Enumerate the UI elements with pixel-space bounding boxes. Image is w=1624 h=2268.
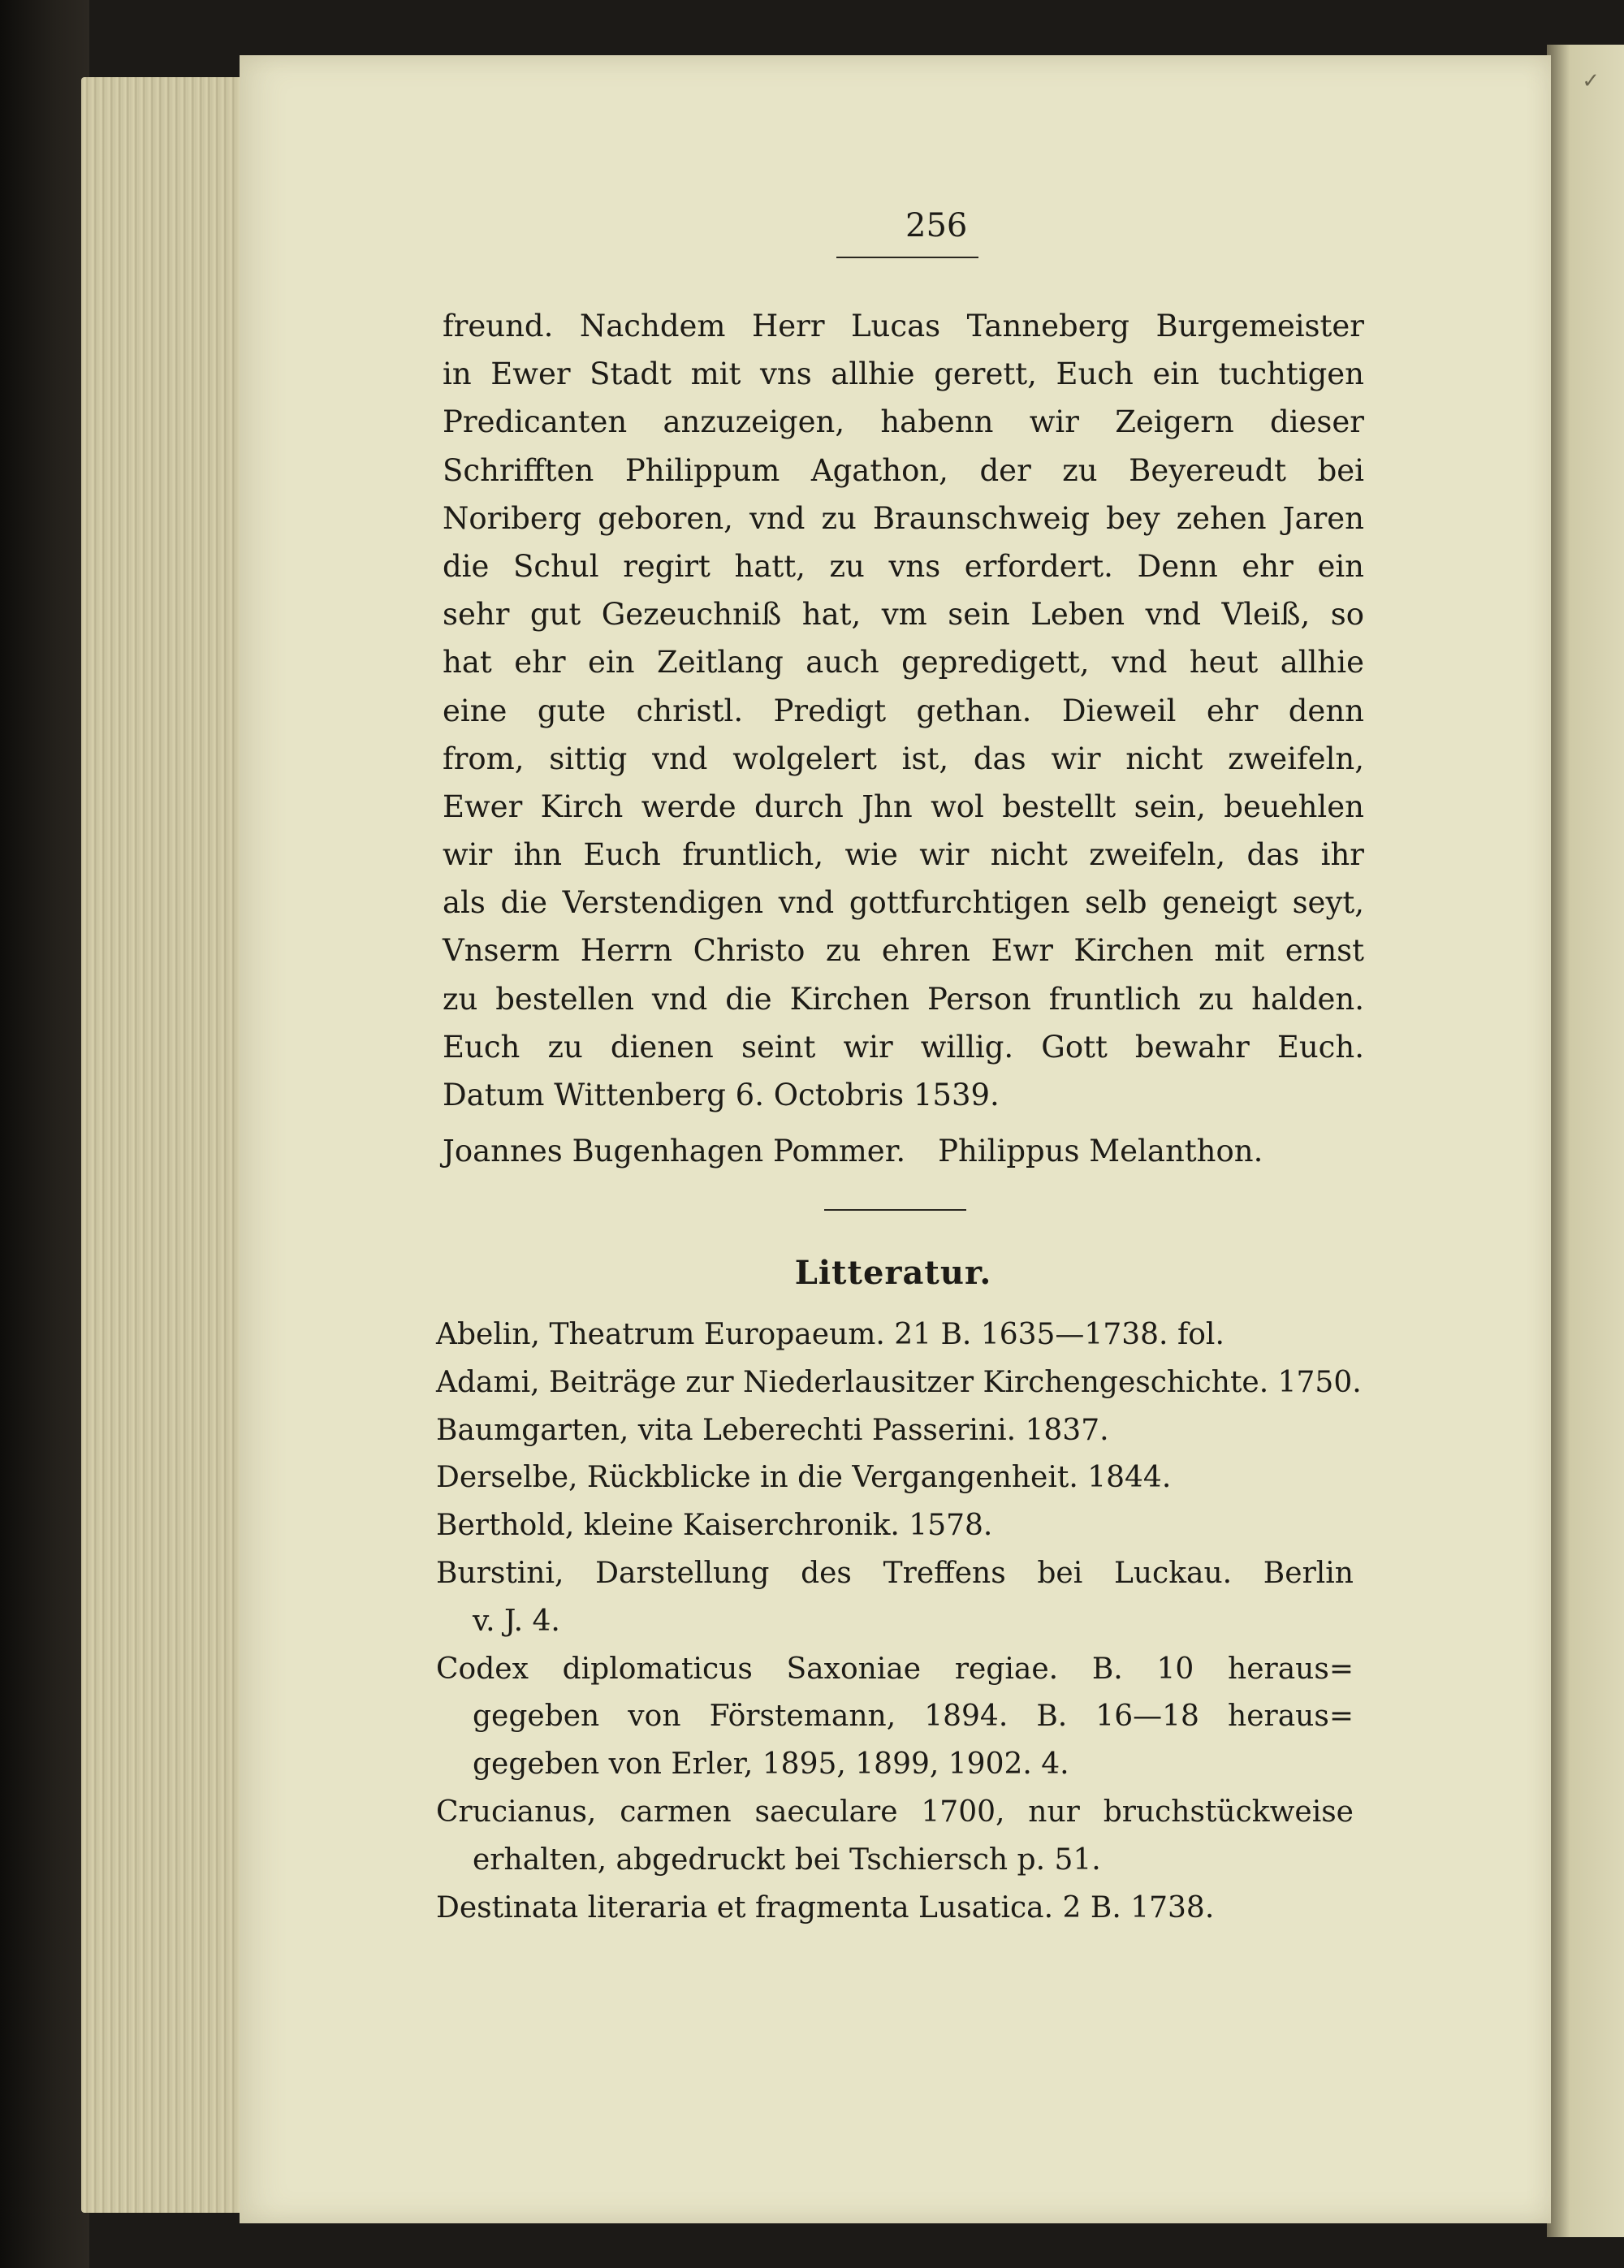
letter-line: in Ewer Stadt mit vns allhie gerett, Euch ein tuchtigen [443, 356, 1364, 392]
literature-entry [436, 1646, 1354, 1789]
letter-line: als die Verstendigen vnd gottfurchtigen selb geneigt seyt, [443, 885, 1364, 921]
pencil-mark: ✓ [1582, 69, 1600, 93]
letter-line: Schrifften Philippum Agathon, der zu Beyereudt bei [443, 452, 1364, 488]
page-edges [81, 77, 244, 2213]
signatory-bugenhagen: Joannes Bugenhagen Pommer. [443, 1134, 906, 1169]
letter-line: Euch zu dienen seint wir willig. Gott bewahr Euch. [443, 1029, 1364, 1065]
entry-line: Burstini, Darstellung des Treffens bei Luckau. Berlin [436, 1556, 1354, 1590]
literature-entry [436, 1502, 1354, 1550]
literature-entry [436, 1311, 1354, 1359]
book-cover [0, 0, 89, 2268]
letter-line: freund. Nachdem Herr Lucas Tanneberg Burgemeister [443, 309, 1364, 343]
literature-entry [436, 1885, 1354, 1933]
letter-line: Datum Wittenberg 6. Octobris 1539. [443, 1078, 1000, 1112]
entry-continuation: gegeben von Förstemann, 1894. B. 16—18 heraus= [473, 1700, 1354, 1734]
page-number: 256 [905, 207, 968, 244]
page-number-rule [836, 257, 978, 258]
letter-line: die Schul regirt hatt, zu vns erfordert. Denn ehr ein [443, 548, 1364, 584]
entry-line: Derselbe, Rückblicke in die Vergangenheit. 1844. [436, 1461, 1172, 1495]
signatories [443, 1131, 1352, 1172]
letter-line: wir ihn Euch fruntlich, wie wir nicht zweifeln, das ihr [443, 837, 1364, 873]
letter-line: Predicanten anzuzeigen, habenn wir Zeigern dieser [443, 404, 1364, 440]
literature-list [436, 1311, 1362, 1932]
literature-entry [436, 1550, 1354, 1646]
entry-line: Baumgarten, vita Leberechti Passerini. 1837. [436, 1413, 1109, 1447]
letter-line: zu bestellen vnd die Kirchen Person fruntlich zu halden. [443, 981, 1364, 1017]
literature-entry [436, 1407, 1354, 1455]
signatory-melanthon: Philippus Melanthon. [938, 1134, 1263, 1169]
entry-continuation: erhalten, abgedruckt bei Tschiersch p. 51. [473, 1842, 1101, 1877]
letter-line: Ewer Kirch werde durch Jhn wol bestellt sein, beuehlen [443, 788, 1364, 824]
entry-line: Codex diplomaticus Saxoniae regiae. B. 10 heraus= [436, 1652, 1354, 1686]
letter-line: hat ehr ein Zeitlang auch gepredigett, vnd heut allhie [443, 645, 1364, 680]
entry-line: Destinata literaria et fragmenta Lusatica. 2 B. 1738. [436, 1890, 1215, 1925]
letter-text [443, 302, 1364, 1119]
section-divider [824, 1209, 966, 1211]
section-heading: Litteratur. [794, 1254, 992, 1292]
literature-entry [436, 1359, 1362, 1407]
letter-line: sehr gut Gezeuchniß hat, vm sein Leben vnd Vleiß, so [443, 597, 1364, 633]
facing-page-edge [1547, 45, 1624, 2237]
entry-line: Abelin, Theatrum Europaeum. 21 B. 1635—1738. fol. [436, 1318, 1224, 1351]
letter-line: from, sittig vnd wolgelert ist, das wir nicht zweifeln, [443, 741, 1364, 776]
literature-entry [436, 1454, 1354, 1502]
letter-line: Vnserm Herrn Christo zu ehren Ewr Kirchen mit ernst [443, 933, 1364, 969]
entry-line: Adami, Beiträge zur Niederlausitzer Kirchengeschichte. 1750. [436, 1365, 1362, 1399]
letter-line: eine gute christl. Predigt gethan. Dieweil ehr denn [443, 693, 1364, 728]
entry-line: Crucianus, carmen saeculare 1700, nur bruchstückweise [436, 1795, 1354, 1829]
entry-line: Berthold, kleine Kaiserchronik. 1578. [436, 1509, 993, 1543]
letter-line: Noriberg geboren, vnd zu Braunschweig bey zehen Jaren [443, 500, 1364, 536]
literature-entry [436, 1789, 1354, 1885]
entry-continuation: gegeben von Erler, 1895, 1899, 1902. 4. [473, 1747, 1069, 1782]
entry-continuation: v. J. 4. [473, 1604, 560, 1638]
